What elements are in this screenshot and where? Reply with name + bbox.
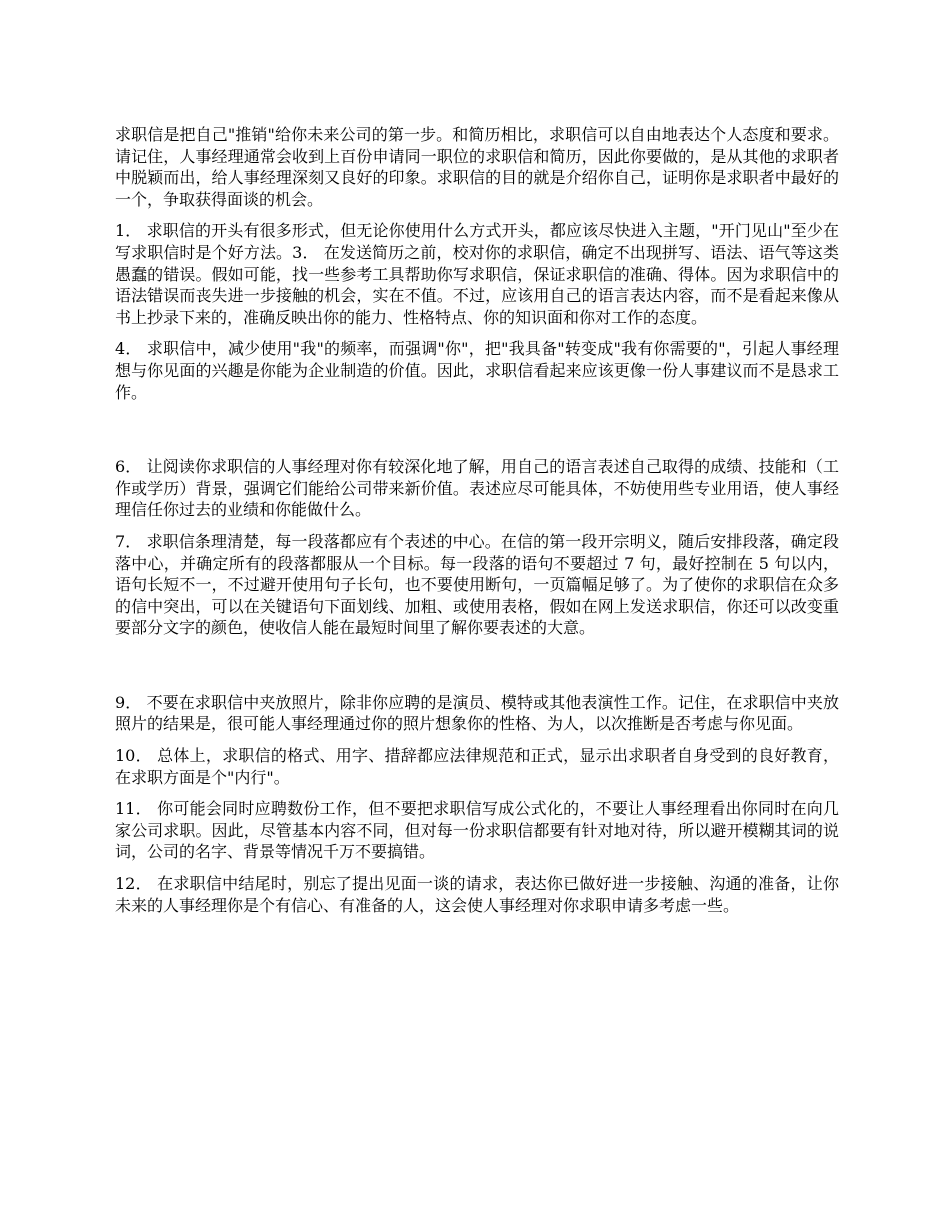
paragraph-tip-4: 4． 求职信中，减少使用"我"的频率，而强调"你"，把"我具备"转变成"我有你需要的"，引起人事经理想与你见面的兴趣是你能为企业制造的价值。因此，求职信看起来应该更像一份人事建议而不是恳求工作。 [115,339,839,402]
paragraph-tip-11: 11． 你可能会同时应聘数份工作，但不要把求职信写成公式化的，不要让人事经理看出你同时在向几家公司求职。因此，尽管基本内容不同，但对每一份求职信都要有针对地对待，所以避开模糊其词的说词，公司的名字、背景等情况千万不要搞错。 [115,799,839,862]
document-body [115,124,839,926]
paragraph-tip-9: 9． 不要在求职信中夹放照片，除非你应聘的是演员、模特或其他表演性工作。记住，在求职信中夹放照片的结果是，很可能人事经理通过你的照片想象你的性格、为人，以次推断是否考虑与你见面。 [115,692,839,734]
paragraph-tip-10: 10． 总体上，求职信的格式、用字、措辞都应法律规范和正式，显示出求职者自身受到的良好教育，在求职方面是个"内行"。 [115,746,839,787]
paragraph-spacer [115,649,839,692]
paragraph-tip-7: 7． 求职信条理清楚，每一段落都应有个表述的中心。在信的第一段开宗明义，随后安排段落，确定段落中心，并确定所有的段落都服从一个目标。每一段落的语句不要超过 7 句，最好控制在 5 句以内，语句长短不一，不过避开使用句子长句，也不要使用断句，一页篇幅足够了。为了使你的求职信在众多的信中突出，可以在关键语句下面划线、加粗、或使用表格，假如在网上发送求职信，你还可以改变重要部分文字的颜色，使收信人能在最短时间里了解你要表述的大意。 [115,531,839,638]
paragraph-tip-6: 6． 让阅读你求职信的人事经理对你有较深化地了解，用自己的语言表述自己取得的成绩、技能和（工作或学历）背景，强调它们能给公司带来新价值。表述应尽可能具体，不妨使用些专业用语，使人事经理信任你过去的业绩和你能做什么。 [115,457,839,520]
intro-paragraph: 求职信是把自己"推销"给你未来公司的第一步。和简历相比，求职信可以自由地表达个人态度和要求。请记住，人事经理通常会收到上百份申请同一职位的求职信和简历，因此你要做的，是从其他的求职者中脱颖而出，给人事经理深刻又良好的印象。求职信的目的就是介绍你自己，证明你是求职者中最好的一个，争取获得面谈的机会。 [115,125,839,209]
paragraph-tip-12: 12． 在求职信中结尾时，别忘了提出见面一谈的请求，表达你已做好进一步接触、沟通的准备，让你未来的人事经理你是个有信心、有准备的人，这会使人事经理对你求职申请多考虑一些。 [115,874,839,915]
paragraph-spacer [115,413,839,456]
paragraph-tip-1-3: 1． 求职信的开头有很多形式，但无论你使用什么方式开头，都应该尽快进入主题，"开门见山"至少在写求职信时是个好方法。3． 在发送简历之前，校对你的求职信，确定不出现拼写、语法、语气等这类愚蠢的错误。假如可能，找一些参考工具帮助你写求职信，保证求职信的准确、得体。因为求职信中的语法错误而丧失进一步接触的机会，实在不值。不过，应该用自己的语言表达内容，而不是看起来像从书上抄录下来的，准确反映出你的能力、性格特点、你的知识面和你对工作的态度。 [115,221,839,327]
